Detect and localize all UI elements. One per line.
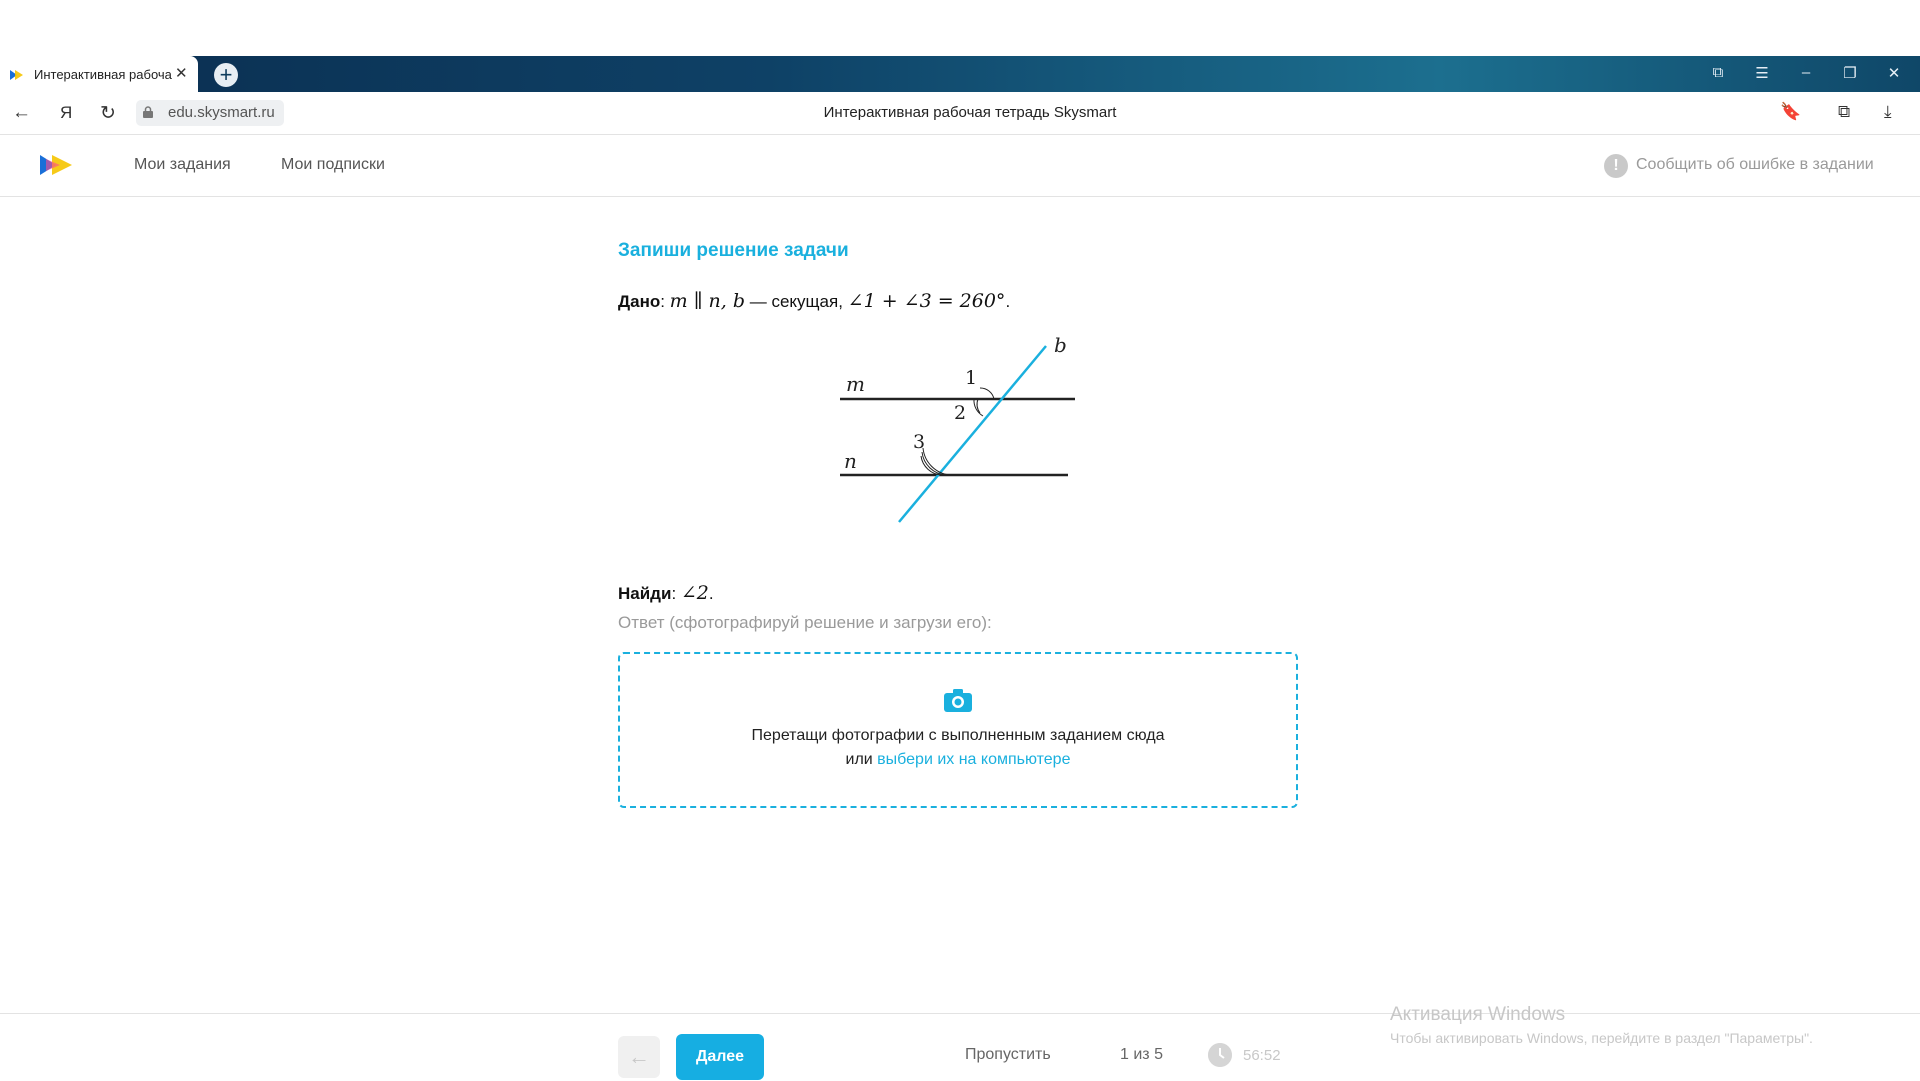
reload-icon[interactable]: ↻ (100, 103, 116, 124)
bookmark-icon[interactable]: 🔖 (1780, 102, 1802, 121)
close-window-icon[interactable]: ✕ (1887, 65, 1901, 82)
skysmart-logo[interactable] (40, 154, 74, 176)
given-label: Дано (618, 292, 661, 311)
new-tab-button[interactable]: + (214, 63, 238, 87)
tab-title: Интерактивная рабоча (34, 67, 172, 82)
back-icon[interactable]: ← (12, 102, 31, 123)
given-text: — секущая, (745, 292, 848, 311)
browser-tab-strip (0, 56, 1920, 92)
given-math-parallel: m ∥ n, b (669, 290, 746, 312)
windows-activation-title: Активация Windows (1390, 1004, 1566, 1025)
dropzone-text: Перетащи фотографии с выполненным заданием сюда (751, 727, 1165, 744)
angle-1-arc (980, 388, 994, 399)
tabs-list-icon[interactable]: ⧉ (1712, 64, 1724, 81)
collections-icon[interactable]: ⧉ (1838, 102, 1851, 121)
angle-2-label: 2 (954, 402, 967, 424)
line-m-label: m (846, 372, 865, 396)
yandex-icon[interactable]: Я (60, 103, 73, 122)
dropzone-alt (618, 751, 1298, 769)
windows-activation-subtitle: Чтобы активировать Windows, перейдите в раздел "Параметры". (1390, 1030, 1813, 1046)
find-label: Найди (618, 584, 672, 603)
angle-1-label: 1 (965, 367, 978, 389)
restore-icon[interactable]: ❐ (1843, 65, 1857, 82)
task-footer (0, 1013, 1920, 1081)
menu-icon[interactable]: ☰ (1755, 65, 1769, 82)
previous-button[interactable]: ← (618, 1036, 660, 1078)
tab-close-icon[interactable]: ✕ (175, 65, 188, 82)
progress-counter: 1 из 5 (1120, 1046, 1163, 1063)
dropzone-or: или (845, 751, 878, 768)
answer-hint: Ответ (сфотографируй решение и загрузи его): (618, 613, 992, 632)
nav-my-tasks[interactable]: Мои задания (134, 156, 231, 173)
timer: 56:52 (1243, 1047, 1281, 1064)
task-heading: Запиши решение задачи (618, 240, 849, 261)
warning-icon: ! (1604, 154, 1628, 178)
line-b-label: b (1054, 333, 1067, 357)
download-icon[interactable]: ⤓ (1884, 102, 1892, 121)
choose-files-link[interactable]: выбери их на компьютере (877, 751, 1071, 768)
skysmart-favicon-icon (10, 69, 24, 81)
find-statement: Найди: ∠2. (618, 582, 714, 604)
next-button[interactable]: Далее (676, 1034, 764, 1080)
url-text: edu.skysmart.ru (168, 104, 275, 121)
given-statement: Дано: m ∥ n, b — секущая, ∠1 + ∠3 = 260°. (618, 290, 1011, 312)
camera-icon (944, 688, 972, 712)
skip-button[interactable]: Пропустить (965, 1046, 1051, 1063)
page-title: Интерактивная рабочая тетрадь Skysmart (823, 104, 1117, 121)
report-error-link[interactable]: Сообщить об ошибке в задании (1636, 156, 1874, 173)
nav-my-subscriptions[interactable]: Мои подписки (281, 156, 385, 173)
minimize-icon[interactable]: – (1801, 64, 1811, 81)
clock-icon (1208, 1043, 1232, 1067)
geometry-diagram (830, 330, 1090, 530)
find-math: ∠2 (680, 582, 709, 604)
given-math-angles: ∠1 + ∠3 = 260° (847, 290, 1006, 312)
line-n-label: n (844, 449, 857, 473)
angle-3-label: 3 (913, 431, 926, 453)
